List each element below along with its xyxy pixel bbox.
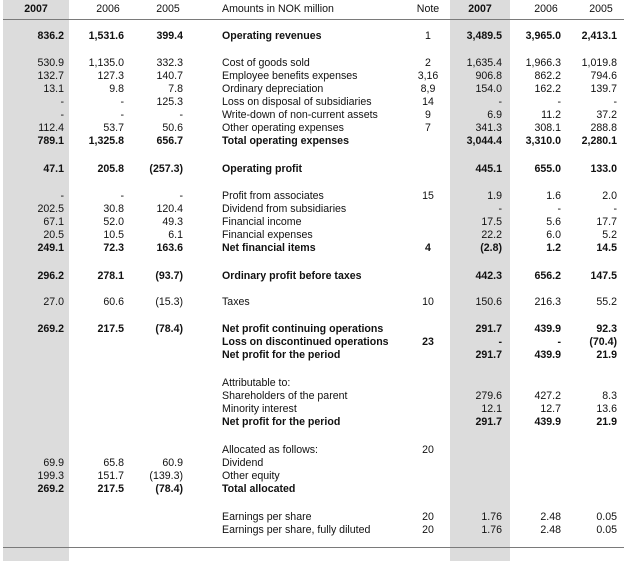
- row-label: Net profit for the period: [222, 349, 341, 361]
- left-value-2007: [4, 390, 64, 403]
- left-value-2005: (78.4): [155, 323, 183, 335]
- right-value-2007: 442.3: [475, 270, 502, 282]
- row-label: Operating profit: [222, 163, 303, 175]
- left-value-2007: -: [60, 190, 64, 202]
- header-note: Note: [416, 3, 440, 15]
- right-value-2005: 794.6: [590, 70, 617, 82]
- right-value-2006: [501, 483, 561, 496]
- left-value-2007: 69.9: [43, 457, 64, 469]
- left-value-2006: 10.5: [103, 229, 124, 241]
- left-value-2005: 163.6: [156, 242, 183, 254]
- right-value-2005: [557, 483, 617, 496]
- right-value-2005: 1,019.8: [581, 57, 617, 69]
- left-value-2005: -: [179, 109, 183, 121]
- header-left-year-2006: 2006: [96, 3, 120, 15]
- right-value-2005: 2,280.1: [581, 135, 617, 147]
- left-value-2007: [4, 524, 64, 537]
- right-value-2007: 17.5: [481, 216, 502, 228]
- left-value-2005: 7.8: [168, 83, 183, 95]
- right-value-2006: 1.2: [546, 242, 561, 254]
- right-value-2006: 439.9: [534, 416, 561, 428]
- right-value-2006: 3,965.0: [525, 30, 561, 42]
- right-value-2005: 2.0: [602, 190, 617, 202]
- left-value-2005: 120.4: [156, 203, 183, 215]
- row-label: Write-down of non-current assets: [222, 109, 378, 121]
- right-value-2005: [557, 457, 617, 470]
- right-value-2005: [557, 444, 617, 457]
- left-value-2005: (15.3): [155, 296, 183, 308]
- right-value-2006: -: [557, 203, 561, 215]
- right-value-2007: 1.9: [487, 190, 502, 202]
- right-value-2007: 291.7: [475, 416, 502, 428]
- left-value-2006: [64, 377, 124, 390]
- right-value-2005: 288.8: [590, 122, 617, 134]
- left-value-2006: -: [120, 109, 124, 121]
- right-value-2007: [442, 457, 502, 470]
- left-value-2007: 67.1: [43, 216, 64, 228]
- right-value-2006: 12.7: [540, 403, 561, 415]
- right-value-2007: 154.0: [475, 83, 502, 95]
- right-value-2006: [501, 377, 561, 390]
- row-label: Cost of goods sold: [222, 57, 310, 69]
- right-value-2007: 1.76: [481, 511, 502, 523]
- right-value-2006: 655.0: [534, 163, 561, 175]
- left-value-2007: [4, 511, 64, 524]
- right-value-2005: 2,413.1: [581, 30, 617, 42]
- right-value-2006: [501, 457, 561, 470]
- right-value-2006: [501, 444, 561, 457]
- right-value-2007: [442, 483, 502, 496]
- right-value-2006: 11.2: [541, 109, 561, 121]
- right-value-2006: 439.9: [534, 349, 561, 361]
- left-value-2006: 52.0: [103, 216, 124, 228]
- left-value-2005: [123, 336, 183, 349]
- header-left-year-2005: 2005: [156, 3, 180, 15]
- left-value-2005: [123, 444, 183, 457]
- row-label: Financial expenses: [222, 229, 313, 241]
- right-value-2005: 92.3: [596, 323, 617, 335]
- right-value-2005: 37.2: [596, 109, 617, 121]
- right-value-2007: 1,635.4: [466, 57, 502, 69]
- right-value-2006: -: [557, 96, 561, 108]
- left-value-2005: [123, 403, 183, 416]
- right-value-2006: [501, 470, 561, 483]
- left-value-2007: 202.5: [37, 203, 64, 215]
- left-value-2007: 269.2: [37, 483, 64, 495]
- right-value-2007: [442, 444, 502, 457]
- row-label: Allocated as follows:: [222, 444, 318, 456]
- left-value-2006: [64, 444, 124, 457]
- row-note: 2: [425, 57, 431, 69]
- left-value-2006: 1,325.8: [88, 135, 124, 147]
- left-value-2007: [4, 349, 64, 362]
- row-label: Other equity: [222, 470, 280, 482]
- right-value-2005: 13.6: [596, 403, 617, 415]
- left-value-2005: 60.9: [162, 457, 183, 469]
- right-value-2007: 341.3: [475, 122, 502, 134]
- right-value-2005: 55.2: [596, 296, 617, 308]
- row-note: 9: [425, 109, 431, 121]
- right-value-2005: -: [613, 96, 617, 108]
- right-value-2007: 3,044.4: [466, 135, 502, 147]
- right-value-2005: (70.4): [589, 336, 617, 348]
- right-value-2006: 2.48: [540, 511, 561, 523]
- right-value-2006: 5.6: [546, 216, 561, 228]
- row-label: Ordinary profit before taxes: [222, 270, 362, 282]
- header-right-year-2006: 2006: [534, 3, 558, 15]
- right-value-2007: -: [498, 336, 502, 348]
- left-value-2006: 205.8: [97, 163, 124, 175]
- header-left-year-2007: 2007: [24, 3, 48, 15]
- row-note: 20: [422, 524, 434, 536]
- row-note: 23: [422, 336, 434, 348]
- left-value-2005: [123, 349, 183, 362]
- header-rule: [3, 19, 624, 20]
- left-value-2007: 20.5: [43, 229, 64, 241]
- left-value-2006: 65.8: [103, 457, 124, 469]
- left-value-2006: 53.7: [103, 122, 124, 134]
- right-value-2007: -: [498, 203, 502, 215]
- left-value-2007: [4, 416, 64, 429]
- row-label: Taxes: [222, 296, 250, 308]
- left-value-2006: 9.8: [109, 83, 124, 95]
- right-value-2005: 133.0: [590, 163, 617, 175]
- right-value-2007: -: [498, 96, 502, 108]
- right-value-2006: 216.3: [534, 296, 561, 308]
- row-note: 20: [422, 511, 434, 523]
- right-value-2007: 279.6: [475, 390, 502, 402]
- row-label: Dividend from subsidiaries: [222, 203, 347, 215]
- header-label: Amounts in NOK million: [222, 3, 334, 15]
- right-value-2005: 17.7: [596, 216, 617, 228]
- row-label: Profit from associates: [222, 190, 324, 202]
- left-value-2005: 49.3: [162, 216, 183, 228]
- row-label: Loss on discontinued operations: [222, 336, 389, 348]
- right-value-2006: 1.6: [546, 190, 561, 202]
- right-value-2007: 6.9: [487, 109, 502, 121]
- row-label: Earnings per share, fully diluted: [222, 524, 371, 536]
- left-value-2006: [64, 390, 124, 403]
- left-value-2007: 836.2: [37, 30, 64, 42]
- row-label: Net profit continuing operations: [222, 323, 384, 335]
- right-value-2005: 21.9: [596, 416, 617, 428]
- left-value-2005: [123, 511, 183, 524]
- left-value-2007: [4, 444, 64, 457]
- row-label: Total allocated: [222, 483, 296, 495]
- row-label: Operating revenues: [222, 30, 322, 42]
- left-value-2005: [123, 377, 183, 390]
- left-value-2005: 656.7: [156, 135, 183, 147]
- left-value-2005: 125.3: [156, 96, 183, 108]
- right-value-2007: 3,489.5: [466, 30, 502, 42]
- row-label: Earnings per share: [222, 511, 312, 523]
- right-value-2007: 445.1: [475, 163, 502, 175]
- left-value-2007: [4, 403, 64, 416]
- right-value-2005: 0.05: [596, 524, 617, 536]
- left-value-2007: 112.4: [38, 122, 64, 134]
- header-right-year-2005: 2005: [589, 3, 613, 15]
- left-value-2005: 50.6: [162, 122, 183, 134]
- left-value-2007: 249.1: [37, 242, 64, 254]
- right-value-2007: (2.8): [480, 242, 502, 254]
- left-value-2006: 217.5: [97, 483, 124, 495]
- right-value-2005: 5.2: [602, 229, 617, 241]
- left-value-2007: 199.3: [37, 470, 64, 482]
- left-value-2007: -: [60, 96, 64, 108]
- right-value-2007: 291.7: [475, 323, 502, 335]
- left-value-2007: 47.1: [43, 163, 64, 175]
- row-label: Net financial items: [222, 242, 316, 254]
- row-note: 14: [422, 96, 434, 108]
- right-value-2005: -: [613, 203, 617, 215]
- left-value-2005: 140.7: [156, 70, 183, 82]
- right-value-2005: 139.7: [590, 83, 617, 95]
- right-value-2007: 291.7: [475, 349, 502, 361]
- row-label: Other operating expenses: [222, 122, 344, 134]
- left-value-2006: -: [120, 190, 124, 202]
- left-value-2006: 1,531.6: [88, 30, 124, 42]
- header-row: [0, 0, 633, 20]
- right-value-2006: -: [557, 336, 561, 348]
- left-value-2005: 6.1: [168, 229, 183, 241]
- left-value-2005: [123, 524, 183, 537]
- right-value-2007: 12.1: [481, 403, 502, 415]
- right-value-2005: 21.9: [596, 349, 617, 361]
- left-value-2007: 13.1: [43, 83, 64, 95]
- row-note: 1: [425, 30, 431, 42]
- right-value-2006: 2.48: [540, 524, 561, 536]
- row-label: Minority interest: [222, 403, 297, 415]
- right-value-2005: 0.05: [596, 511, 617, 523]
- row-label: Employee benefits expenses: [222, 70, 358, 82]
- left-value-2007: [4, 336, 64, 349]
- right-value-2005: 8.3: [602, 390, 617, 402]
- right-value-2005: 14.5: [596, 242, 617, 254]
- left-value-2007: 27.0: [43, 296, 64, 308]
- left-value-2005: (78.4): [155, 483, 183, 495]
- right-value-2006: 308.1: [534, 122, 561, 134]
- right-value-2007: 22.2: [481, 229, 502, 241]
- right-value-2006: 1,966.3: [525, 57, 561, 69]
- left-value-2005: [123, 416, 183, 429]
- left-value-2006: [64, 403, 124, 416]
- right-value-2005: [557, 377, 617, 390]
- row-label: Net profit for the period: [222, 416, 341, 428]
- right-value-2006: 427.2: [534, 390, 561, 402]
- row-note: 20: [422, 444, 434, 456]
- row-note: 7: [425, 122, 431, 134]
- left-value-2005: -: [179, 190, 183, 202]
- right-value-2007: [442, 470, 502, 483]
- row-label: Total operating expenses: [222, 135, 349, 147]
- right-value-2007: 906.8: [475, 70, 502, 82]
- right-value-2007: 1.76: [481, 524, 502, 536]
- row-note: 8,9: [420, 83, 436, 95]
- left-value-2006: [64, 416, 124, 429]
- right-value-2006: 439.9: [534, 323, 561, 335]
- left-value-2007: 132.7: [37, 70, 64, 82]
- right-value-2006: 162.2: [534, 83, 561, 95]
- left-value-2006: 217.5: [97, 323, 124, 335]
- row-label: Financial income: [222, 216, 302, 228]
- right-value-2007: [442, 377, 502, 390]
- row-label: Attributable to:: [222, 377, 291, 389]
- left-value-2007: [4, 377, 64, 390]
- left-value-2007: 530.9: [37, 57, 64, 69]
- left-value-2005: (139.3): [149, 470, 183, 482]
- header-right-year-2007: 2007: [468, 3, 492, 15]
- right-value-2005: [557, 470, 617, 483]
- row-label: Ordinary depreciation: [222, 83, 324, 95]
- left-value-2005: 332.3: [156, 57, 183, 69]
- left-value-2006: [64, 349, 124, 362]
- right-value-2006: 656.2: [534, 270, 561, 282]
- bottom-rule: [3, 547, 624, 548]
- row-note: 3,16: [417, 70, 439, 82]
- left-value-2007: 269.2: [37, 323, 64, 335]
- left-value-2006: 151.7: [97, 470, 124, 482]
- row-note: 10: [422, 296, 434, 308]
- left-value-2006: 278.1: [97, 270, 124, 282]
- left-value-2006: 1,135.0: [88, 57, 124, 69]
- right-value-2006: 862.2: [534, 70, 561, 82]
- right-value-2007: 150.6: [475, 296, 502, 308]
- left-value-2007: 789.1: [37, 135, 64, 147]
- left-value-2005: (257.3): [149, 163, 183, 175]
- left-value-2005: [123, 390, 183, 403]
- right-value-2006: 6.0: [546, 229, 561, 241]
- left-value-2007: 296.2: [37, 270, 64, 282]
- row-label: Shareholders of the parent: [222, 390, 348, 402]
- left-value-2005: (93.7): [155, 270, 183, 282]
- right-value-2005: 147.5: [590, 270, 617, 282]
- left-value-2006: 60.6: [103, 296, 124, 308]
- left-value-2007: -: [60, 109, 64, 121]
- left-value-2006: 72.3: [103, 242, 124, 254]
- row-label: Loss on disposal of subsidiaries: [222, 96, 372, 108]
- left-value-2006: [64, 511, 124, 524]
- row-label: Dividend: [222, 457, 264, 469]
- left-value-2006: [64, 524, 124, 537]
- left-value-2006: 127.3: [97, 70, 124, 82]
- right-value-2006: 3,310.0: [525, 135, 561, 147]
- left-value-2006: [64, 336, 124, 349]
- row-note: 15: [422, 190, 434, 202]
- left-value-2005: 399.4: [156, 30, 183, 42]
- left-value-2006: 30.8: [103, 203, 124, 215]
- row-note: 4: [425, 242, 431, 254]
- left-value-2006: -: [120, 96, 124, 108]
